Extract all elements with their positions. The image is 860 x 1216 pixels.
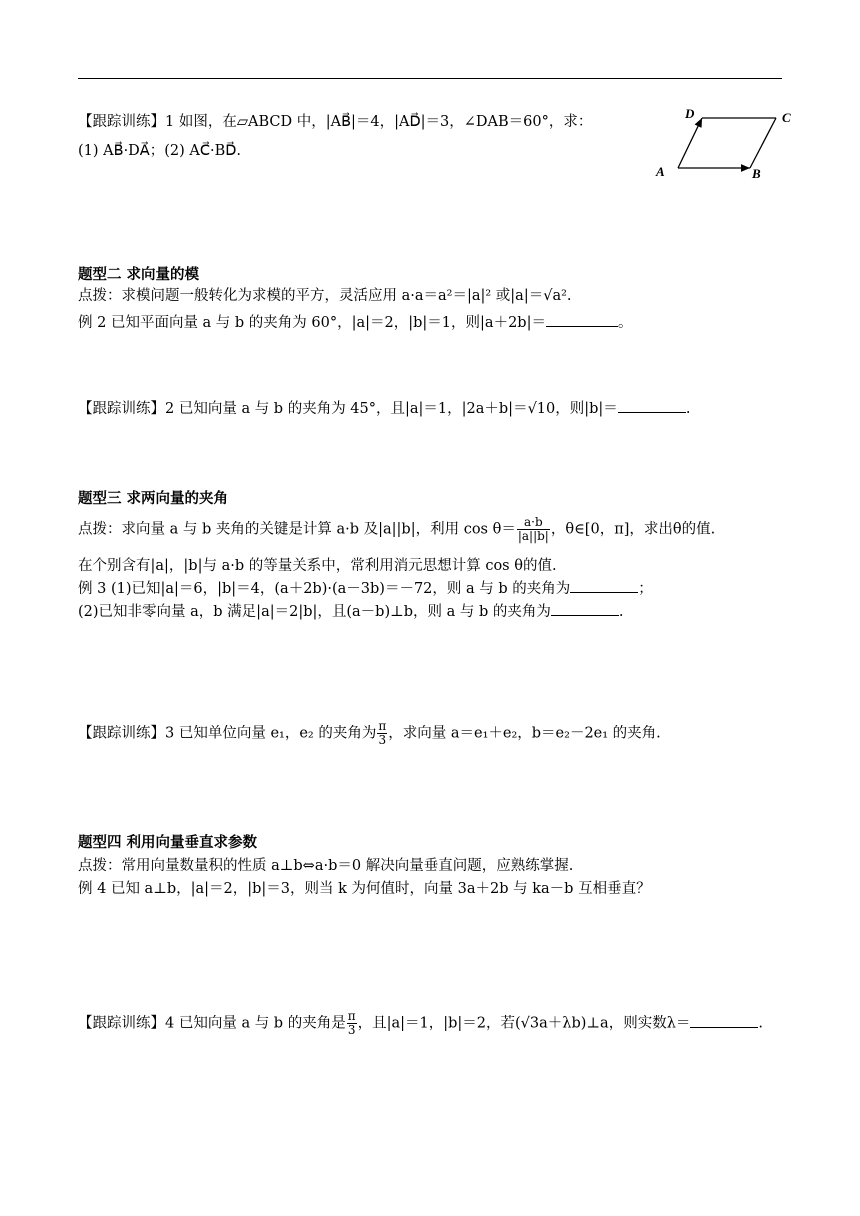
fraction-denominator: 3: [347, 1023, 356, 1037]
fraction-numerator: a·b: [517, 516, 550, 530]
fraction-numerator: π: [347, 1009, 356, 1023]
example-2-end: 。: [617, 315, 633, 331]
training-4-end: .: [758, 1015, 763, 1032]
label-a: A: [656, 164, 665, 179]
example-3-part-2-text: (2)已知非零向量 a，b 满足|a|＝2|b|，且(a－b)⊥b，则 a 与 b 的夹角为: [78, 604, 551, 620]
training-3-rest: ，求向量 a＝e₁＋e₂，b＝e₂－2e₁ 的夹角.: [388, 725, 661, 742]
training-4-rest: ，且|a|＝1，|b|＝2，若(√3a＋λb)⊥a，则实数λ＝: [357, 1015, 691, 1032]
training-2-end: .: [685, 401, 691, 417]
section-2-tip: 点拨：求模问题一般转化为求模的平方，灵活应用 a·a＝a²＝|a|² 或|a|＝√a².: [78, 288, 572, 304]
training-3-text: 【跟踪训练】3 已知单位向量 e₁，e₂ 的夹角为: [78, 725, 377, 742]
answer-blank: [618, 398, 686, 413]
section-3-tip: [78, 516, 715, 543]
training-3: [78, 720, 661, 747]
training-2: [78, 398, 690, 419]
fraction-denominator: 3: [378, 733, 387, 747]
answer-blank: [690, 1013, 758, 1028]
example-2: [78, 312, 632, 333]
answer-blank: [551, 601, 619, 616]
section-3-tip-2: 在个别含有|a|，|b|与 a·b 的等量关系中，常利用消元思想计算 cos θ的值.: [78, 558, 557, 574]
section-2-heading: 题型二 求向量的模: [78, 267, 200, 283]
example-3-part-1-end: ；: [638, 581, 653, 597]
tip-3-rest: ，θ∈[0，π]，求出θ的值.: [550, 521, 716, 538]
pi-over-3-fraction: [347, 1010, 357, 1037]
training-1-line-1: 【跟踪训练】1 如图，在▱ABCD 中，|AB⃗|＝4，|AD⃗|＝3，∠DAB＝60°，求：: [78, 114, 593, 130]
fraction-denominator: |a||b|: [517, 529, 549, 543]
answer-blank: [570, 578, 638, 593]
header-rule: [78, 78, 782, 79]
parallelogram-figure: [652, 104, 802, 184]
label-d: D: [685, 106, 695, 121]
answer-blank: [546, 312, 618, 327]
example-2-text: 例 2 已知平面向量 a 与 b 的夹角为 60°，|a|＝2，|b|＝1，则|a＋2b|＝: [78, 315, 546, 331]
section-4-tip: 点拨：常用向量数量积的性质 a⊥b⇔a·b＝0 解决向量垂直问题，应熟练掌握.: [78, 858, 574, 874]
training-4-text: 【跟踪训练】4 已知向量 a 与 b 的夹角是: [78, 1015, 346, 1032]
label-b: B: [752, 166, 761, 181]
example-3-part-1: [78, 578, 653, 599]
example-3-part-2-end: .: [618, 604, 624, 620]
pi-over-3-fraction: [377, 720, 387, 747]
fraction-numerator: π: [378, 719, 387, 733]
training-4: [78, 1010, 763, 1037]
training-1-line-2: (1) AB⃗·DA⃗；(2) AC⃗·BD⃗.: [78, 143, 242, 159]
label-c: C: [782, 110, 791, 125]
example-4: 例 4 已知 a⊥b，|a|＝2，|b|＝3，则当 k 为何值时，向量 3a＋2b 与 ka－b 互相垂直？: [78, 881, 651, 897]
tip-3-text: 点拨：求向量 a 与 b 夹角的关键是计算 a·b 及|a||b|，利用 cos θ＝: [78, 521, 516, 538]
cos-fraction: [517, 516, 550, 543]
section-4-heading: 题型四 利用向量垂直求参数: [78, 835, 258, 851]
example-3-part-1-text: 例 3 (1)已知|a|＝6，|b|＝4，(a＋2b)·(a－3b)＝－72，则 a 与 b 的夹角为: [78, 581, 571, 597]
section-3-heading: 题型三 求两向量的夹角: [78, 491, 229, 507]
training-2-text: 【跟踪训练】2 已知向量 a 与 b 的夹角为 45°，且|a|＝1，|2a＋b|＝√10，则|b|＝: [78, 401, 618, 417]
example-3-part-2: [78, 601, 624, 622]
